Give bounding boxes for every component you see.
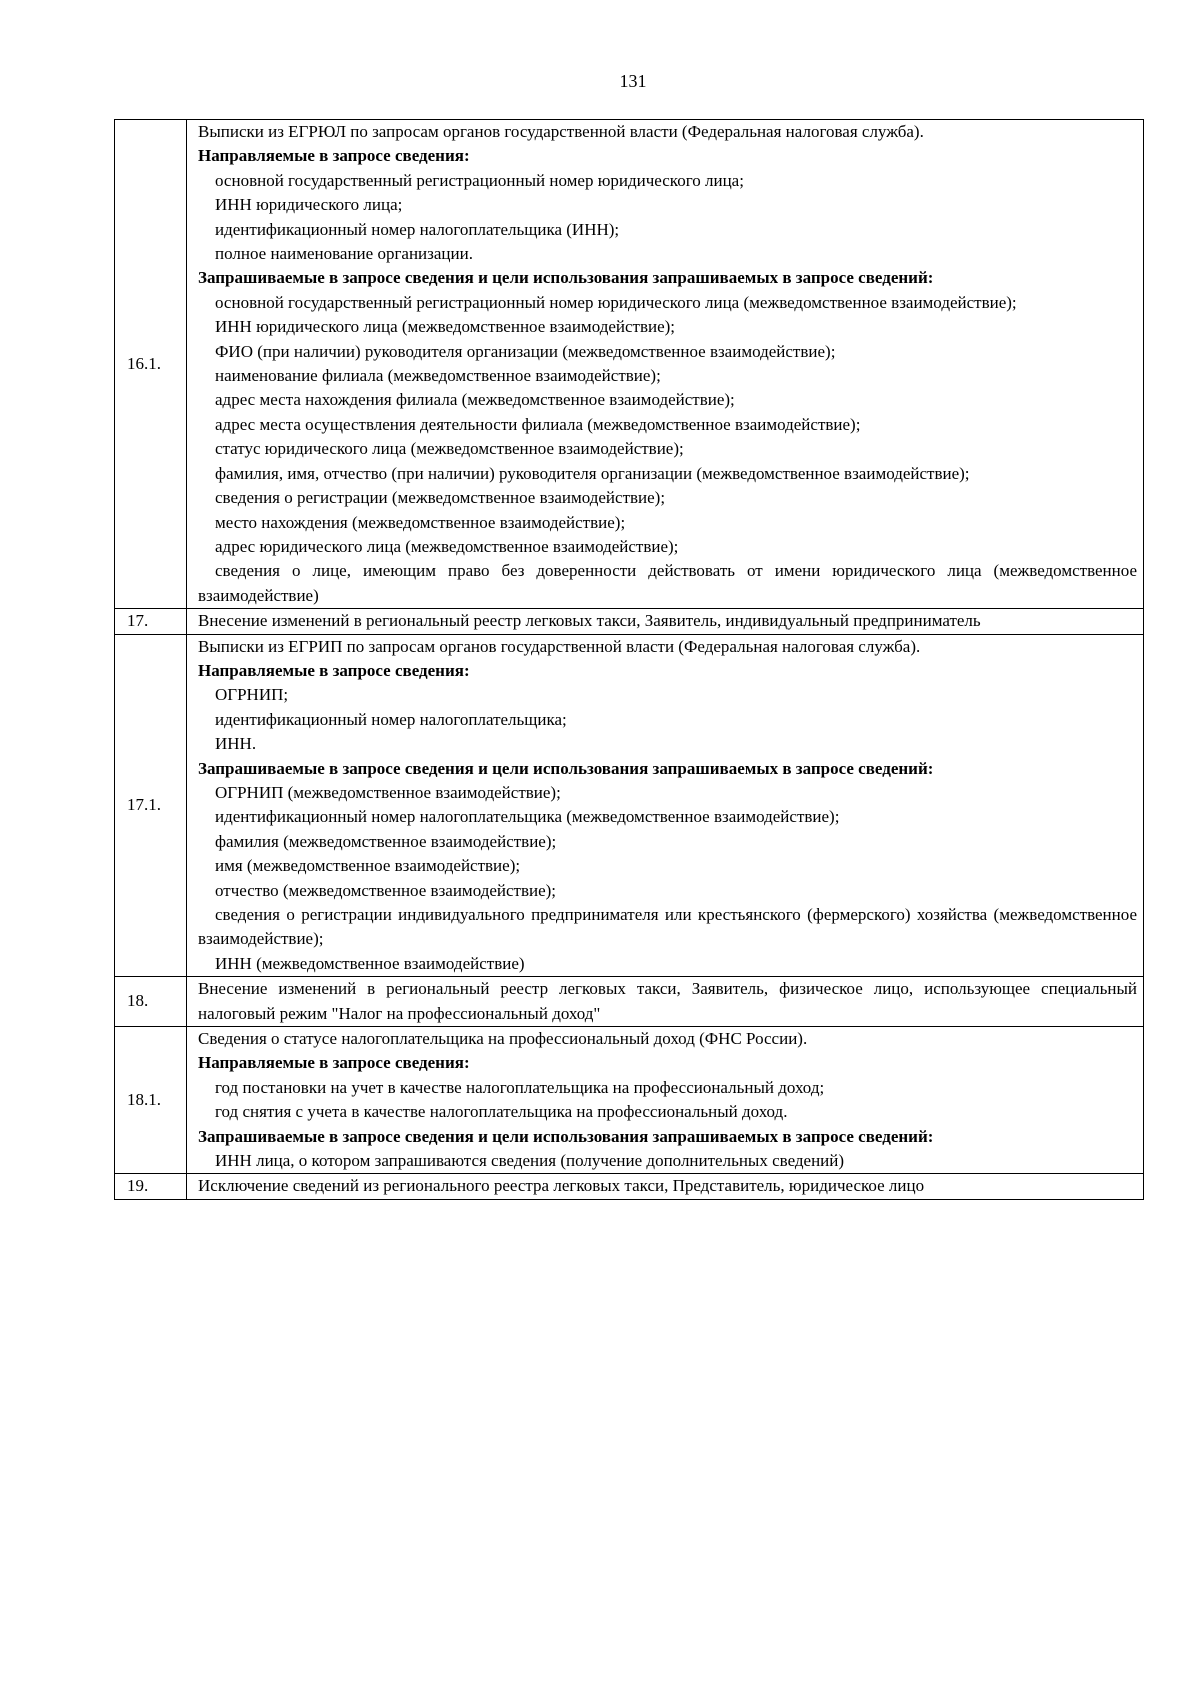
source-title: Сведения о статусе налогоплательщика на профессиональный доход (ФНС России).: [198, 1029, 808, 1049]
sent-item: идентификационный номер налогоплательщика (ИНН);: [215, 219, 620, 239]
requested-item: ИНН (межведомственное взаимодействие): [215, 953, 525, 973]
requested-item: имя (межведомственное взаимодействие);: [215, 856, 521, 876]
sent-item: основной государственный регистрационный номер юридического лица;: [215, 170, 744, 190]
requested-item: ИНН лица, о котором запрашиваются сведения (получение дополнительных сведений): [215, 1151, 845, 1171]
requested-item: адрес места нахождения филиала (межведомственное взаимодействие);: [215, 390, 735, 410]
row-number: 18.: [115, 977, 187, 1027]
sent-heading: Направляемые в запросе сведения:: [198, 146, 470, 166]
source-title: Выписки из ЕГРЮЛ по запросам органов государственной власти (Федеральная налоговая служба).: [198, 122, 924, 141]
requested-item: адрес юридического лица (межведомственное взаимодействие);: [215, 536, 679, 556]
sent-item: ИНН.: [215, 734, 257, 754]
row-service: Исключение сведений из регионального реестра легковых такси, Представитель, юридическое лицо: [187, 1174, 1144, 1199]
requested-item: адрес места осуществления деятельности филиала (межведомственное взаимодействие);: [215, 414, 861, 434]
row-content: [187, 1027, 1144, 1174]
row-service: Внесение изменений в региональный реестр легковых такси, Заявитель, физическое лицо, использующее специальный налоговый режим "Налог на профессиональный доход": [187, 977, 1144, 1027]
sent-heading: Направляемые в запросе сведения:: [198, 660, 470, 680]
sent-item: ОГРНИП;: [215, 685, 289, 705]
sent-item: год снятия с учета в качестве налогоплательщика на профессиональный доход.: [215, 1102, 788, 1122]
sent-item: полное наименование организации.: [215, 244, 473, 264]
page-number: 131: [619, 71, 647, 91]
table-row-18: [115, 977, 1144, 1027]
requested-item: фамилия, имя, отчество (при наличии) руководителя организации (межведомственное взаимодействие);: [215, 463, 970, 483]
requested-item: ОГРНИП (межведомственное взаимодействие);: [215, 782, 561, 802]
requested-heading: Запрашиваемые в запросе сведения и цели использования запрашиваемых в запросе сведений:: [198, 758, 934, 778]
row-number: 17.: [115, 609, 187, 634]
table-row-19: [115, 1174, 1144, 1199]
requested-heading: Запрашиваемые в запросе сведения и цели использования запрашиваемых в запросе сведений:: [198, 1126, 934, 1146]
row-number: 18.1.: [115, 1027, 187, 1174]
table-row-17: [115, 609, 1144, 634]
sent-item: идентификационный номер налогоплательщика;: [215, 709, 567, 729]
requested-item: идентификационный номер налогоплательщика (межведомственное взаимодействие);: [215, 807, 840, 827]
sent-item: год постановки на учет в качестве налогоплательщика на профессиональный доход;: [215, 1077, 825, 1097]
requested-item: ИНН юридического лица (межведомственное взаимодействие);: [215, 317, 676, 337]
requested-item: сведения о лице, имеющим право без доверенности действовать от имени юридического лица (межведомственное взаимодействие): [198, 561, 1137, 605]
document-table: [114, 119, 1144, 1200]
row-number: 17.1.: [115, 634, 187, 977]
table-row-16-1: [115, 120, 1144, 609]
requested-item: место нахождения (межведомственное взаимодействие);: [215, 512, 626, 532]
table-row-17-1: [115, 634, 1144, 977]
requested-heading: Запрашиваемые в запросе сведения и цели использования запрашиваемых в запросе сведений:: [198, 268, 934, 288]
row-service: Внесение изменений в региональный реестр легковых такси, Заявитель, индивидуальный предприниматель: [187, 609, 1144, 634]
requested-item: сведения о регистрации (межведомственное взаимодействие);: [215, 488, 666, 508]
sent-heading: Направляемые в запросе сведения:: [198, 1053, 470, 1073]
requested-item: статус юридического лица (межведомственное взаимодействие);: [215, 439, 684, 459]
requested-item: основной государственный регистрационный номер юридического лица (межведомственное взаимодействие);: [215, 292, 1017, 312]
requested-item: отчество (межведомственное взаимодействие);: [215, 880, 557, 900]
table-row-18-1: [115, 1027, 1144, 1174]
row-content: [187, 120, 1144, 609]
row-number: 19.: [115, 1174, 187, 1199]
row-number: 16.1.: [115, 120, 187, 609]
sent-item: ИНН юридического лица;: [215, 195, 403, 215]
requested-item: сведения о регистрации индивидуального предпринимателя или крестьянского (фермерского) хозяйства (межведомственное взаимодействие);: [198, 905, 1137, 949]
requested-item: ФИО (при наличии) руководителя организации (межведомственное взаимодействие);: [215, 341, 836, 361]
row-content: [187, 634, 1144, 977]
source-title: Выписки из ЕГРИП по запросам органов государственной власти (Федеральная налоговая служба).: [198, 636, 921, 656]
requested-item: фамилия (межведомственное взаимодействие);: [215, 831, 557, 851]
requested-item: наименование филиала (межведомственное взаимодействие);: [215, 366, 661, 386]
